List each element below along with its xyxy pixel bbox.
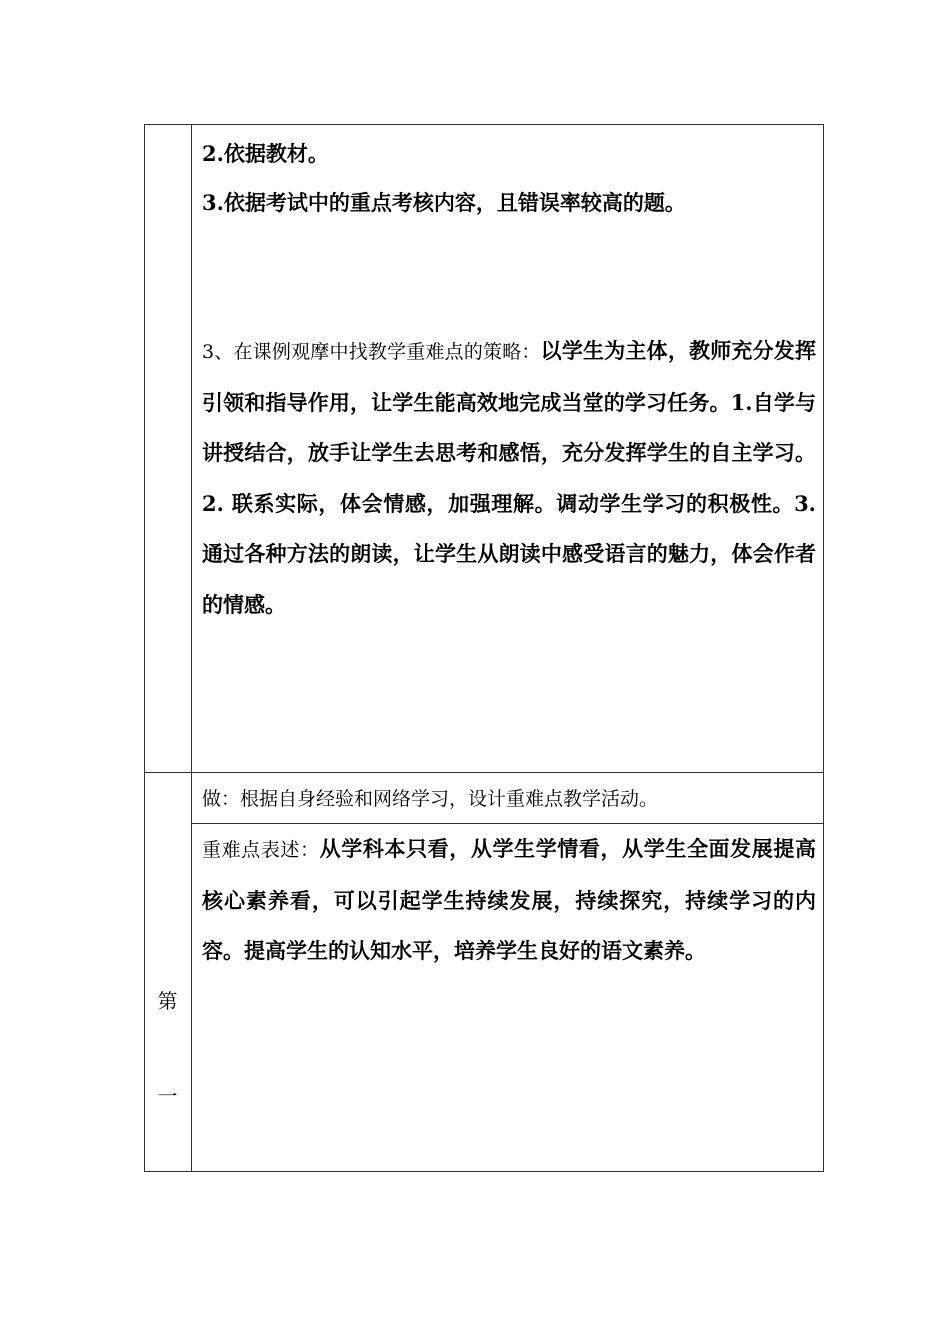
row-divider: [144, 772, 824, 773]
document-table: [144, 124, 824, 1172]
basis-item-3: 3.依据考试中的重点考核内容，且错误率较高的题。: [202, 190, 686, 215]
side-label-char-2: 一: [157, 1084, 178, 1108]
task-instruction: 做：根据自身经验和网络学习，设计重难点教学活动。: [202, 788, 659, 810]
strategy-paragraph: [202, 326, 816, 631]
key-point-label: 重难点表述：: [202, 839, 320, 861]
column-divider: [191, 124, 192, 1172]
key-point-paragraph: [202, 824, 816, 977]
strategy-label: 3、在课例观摩中找教学重难点的策略：: [202, 341, 541, 363]
strategy-text: 以学生为主体，教师充分发挥引领和指导作用，让学生能高效地完成当堂的学习任务。1.自学与讲授结合，放手让学生去思考和感悟，充分发挥学生的自主学习。2. 联系实际，体会情感，加强理解。调动学生学习的积极性。3.通过各种方法的朗读，让学生从朗读中感受语言的魅力，体会作者的情感。: [202, 338, 817, 617]
side-label-char-1: 第: [157, 989, 178, 1013]
basis-item-2: 2.依据教材。: [202, 141, 329, 166]
key-point-text: 从学科本只看，从学生学情看，从学生全面发展提高核心素养看，可以引起学生持续发展，持续探究，持续学习的内容。提高学生的认知水平，培养学生良好的语文素养。: [202, 836, 816, 964]
